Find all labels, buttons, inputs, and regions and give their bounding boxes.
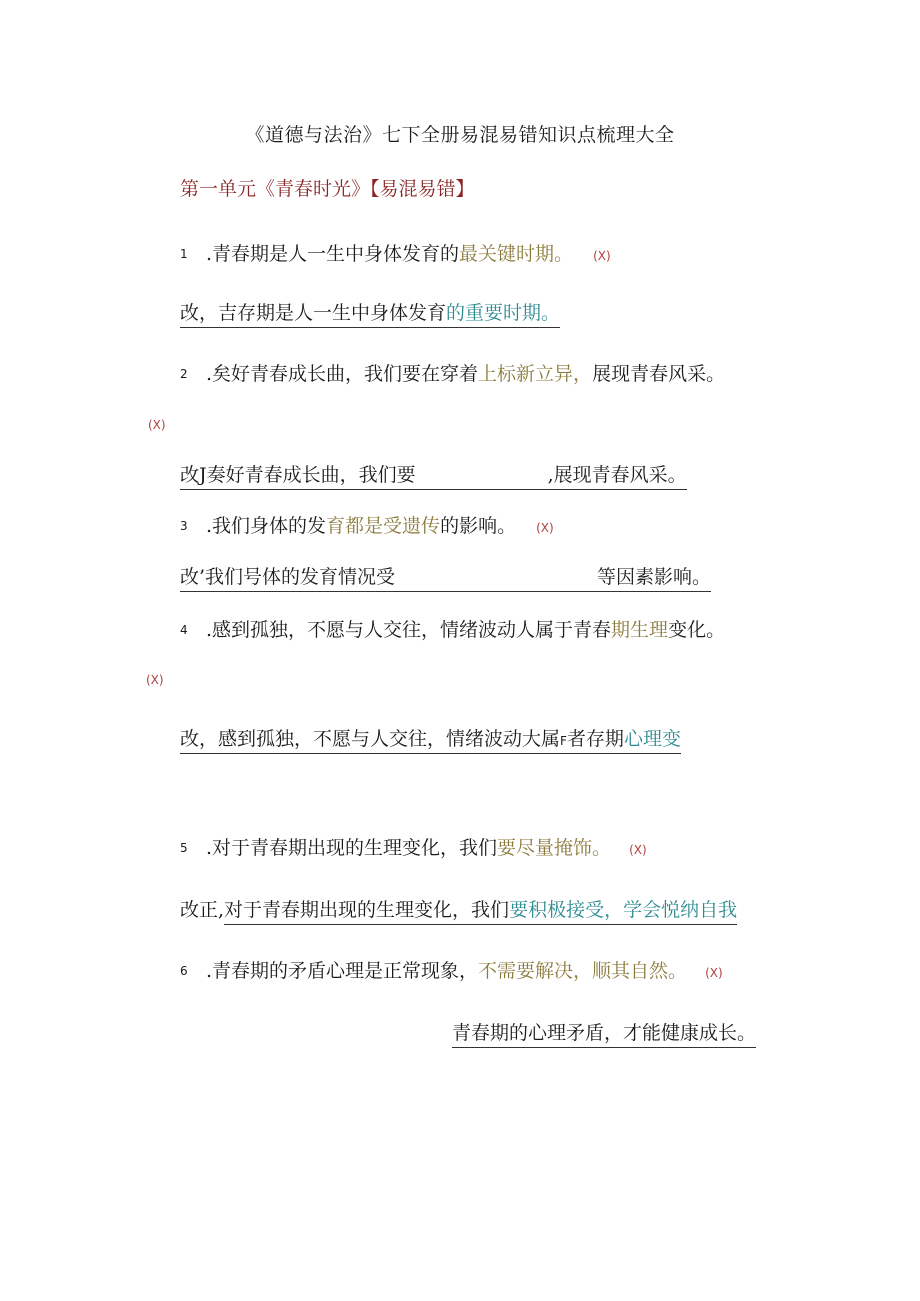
item-number: 6 bbox=[180, 964, 188, 978]
item-6-correction: 青春期的心理矛盾，才能健康成长。 bbox=[452, 1024, 756, 1043]
item-number: 3 bbox=[180, 519, 188, 533]
item-number: 2 bbox=[180, 367, 188, 381]
wrong-mark: (X) bbox=[148, 418, 166, 432]
unit-heading: 第一单元《青春时光》【易混易错】 bbox=[180, 178, 475, 200]
item-number: 5 bbox=[180, 841, 188, 855]
item-3: 3 .我们身体的发育都是受遗传的影响。 (X) bbox=[180, 515, 554, 537]
item-2: 2 .矣好青春成长曲，我们要在穿着上标新立异，展现青春风采。 bbox=[180, 363, 726, 385]
item-3-correction: 改’我们号体的发育情况受 等因素影响。 bbox=[180, 568, 711, 587]
item-6: 6 .青春期的矛盾心理是正常现象，不需要解决，顺其自然。 (X) bbox=[180, 960, 723, 982]
item-1-correction: 改，吉存期是人一生中身体发育的重要时期。 bbox=[180, 304, 560, 323]
wrong-mark: (X) bbox=[705, 966, 723, 980]
item-number: 1 bbox=[180, 247, 188, 261]
wrong-mark: (X) bbox=[629, 843, 647, 857]
document-title: 《道德与法治》七下全册易混易错知识点梳理大全 bbox=[245, 124, 675, 146]
wrong-mark: (X) bbox=[593, 249, 611, 263]
item-number: 4 bbox=[180, 623, 188, 637]
item-2-correction: 改J奏好青春成长曲，我们要 ,展现青春风采。 bbox=[180, 466, 687, 485]
wrong-mark: (X) bbox=[146, 673, 164, 687]
item-5: 5 .对于青春期出现的生理变化，我们要尽量掩饰。 (X) bbox=[180, 837, 647, 859]
wrong-mark: (X) bbox=[536, 521, 554, 535]
item-4-correction: 改，感到孤独，不愿与人交往，情绪波动大属F者存期心理变 bbox=[180, 730, 681, 749]
item-4: 4 .感到孤独，不愿与人交往，情绪波动人属于青春期生理变化。 bbox=[180, 619, 726, 641]
item-5-correction: 改正,对于青春期出现的生理变化，我们要积极接受，学会悦纳自我 bbox=[180, 901, 737, 920]
item-1: 1 .青春期是人一生中身体发育的最关键时期。 (X) bbox=[180, 243, 611, 265]
